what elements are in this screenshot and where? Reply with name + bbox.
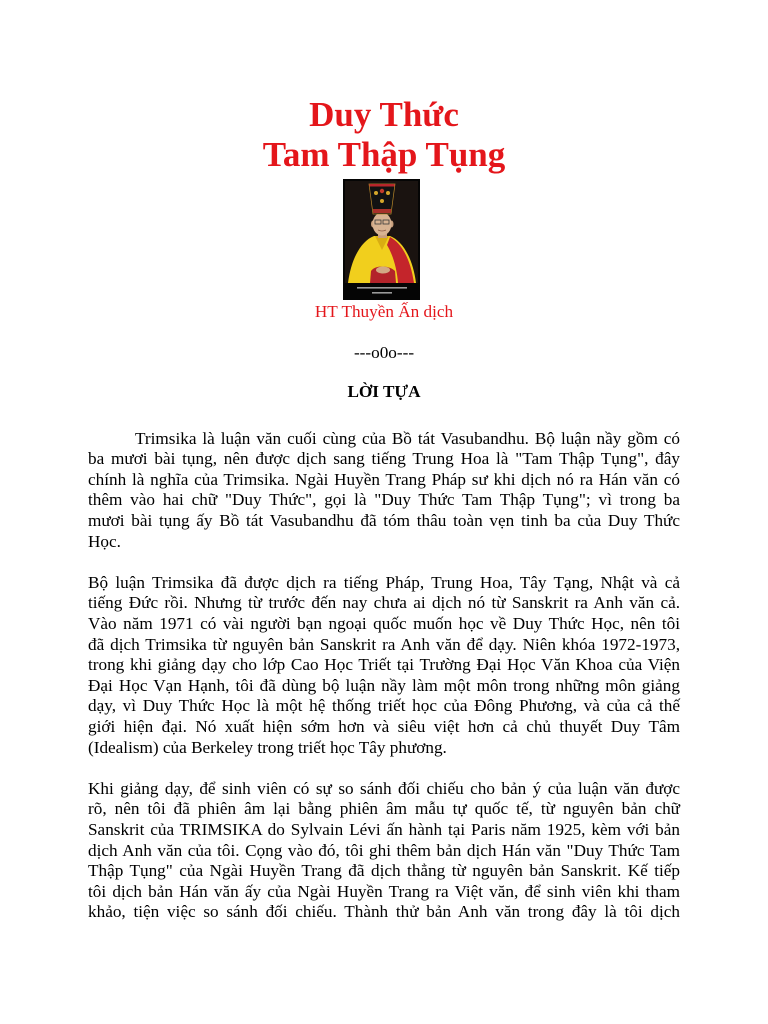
paragraph-line: đã dịch Trimsika từ nguyên bản Sanskrit ra Anh văn để dạy. Niên khóa 1972-1973, [88,634,680,654]
paragraph-line: Trimsika là luận văn cuối cùng của Bồ tát Vasubandhu. Bộ luận nầy gồm có [135,428,680,448]
title-line-2: Tam Thập Tụng [262,135,506,174]
paragraph-2 [88,573,680,758]
paragraph-line: Khi giảng dạy, để sinh viên có sự so sánh đối chiếu cho bản ý của luận văn được [88,778,680,798]
hat-rim [370,184,395,187]
document-title [0,95,768,175]
hat-ornament [374,191,378,195]
paragraph-line: Vào năm 1971 có vài người bạn ngoại quốc muốn học về Duy Thức Học, nên tôi [88,614,680,634]
paragraph-line: trong khi giảng dạy cho lớp Cao Học Triết tại Trường Đại Học Văn Khoa của Viện [88,655,680,675]
paragraph-line: Sanskrit của TRIMSIKA do Sylvain Lévi ấn hành tại Paris năm 1925, kèm với bản [88,819,680,839]
paragraph-line: chính là nghĩa của Trimsika. Ngài Huyền Trang Pháp sư khi dịch nó ra Hán văn có [88,469,680,489]
paragraph-line: Bộ luận Trimsika đã được dịch ra tiếng Pháp, Trung Hoa, Tây Tạng, Nhật và cả [88,572,680,592]
translator-credit: HT Thuyền Ấn dịch [314,301,454,321]
section-separator: ---o0o--- [353,343,415,362]
photo-caption-line [357,287,407,289]
paragraph-line: tiếng Đức rồi. Nhưng từ trước đến nay chưa ai dịch nó từ Sanskrit ra Anh văn cả. [88,593,680,613]
paragraph-line: (Idealism) của Berkeley trong triết học Tây phương. [88,737,447,757]
title-line-1: Duy Thức [309,95,459,134]
paragraph-line: ba mươi bài tụng, nên được dịch sang tiếng Trung Hoa là "Tam Thập Tụng", đây [88,449,680,469]
hat-ornament [380,189,384,193]
photo-caption-line [372,292,392,294]
hat-ornament [386,191,390,195]
paragraph-3 [88,779,680,923]
section-heading: LỜI TỰA [347,381,421,401]
paragraph-line: rõ, nên tôi đã phiên âm lại bằng phiên âm mẫu tự quốc tế, từ nguyên bản chữ [88,799,680,819]
body-text [88,429,680,944]
paragraph-line: giới hiện đại. Nó xuất hiện sớm hơn và siêu việt hơn cả chủ thuyết Duy Tâm [88,717,680,736]
paragraph-line: tôi dịch bản Hán văn ấy của Ngài Huyền Trang ra Việt văn, để sinh viên khi tham [88,881,680,901]
paragraph-1 [88,429,680,553]
translator-portrait-photo [343,179,420,300]
paragraph-line: dịch Anh văn của tôi. Cọng vào đó, tôi ghi thêm bản dịch Hán văn "Duy Thức Tam [88,840,680,860]
hat-ornament [380,199,384,203]
hat-band [373,209,391,213]
paragraph-line: khảo, tiện việc so sánh đối chiếu. Thành thử bản Anh văn trong đây là tôi dịch [88,902,680,922]
paragraph-line: dạy, vì Duy Thức Học là một hệ thống triết học của Đông Phương, và của cả thế [88,696,680,716]
folded-hands [376,267,390,274]
paragraph-line: Học. [88,531,121,551]
paragraph-line: mươi bài tụng ấy Bồ tát Vasubandhu đã tóm thâu toàn vẹn tinh ba của Duy Thức [88,511,680,531]
paragraph-line: thêm vào hai chữ "Duy Thức", gọi là "Duy Thức Tam Thập Tụng"; vì trong ba [88,490,680,510]
paragraph-line: Thập Tụng" của Ngài Huyền Trang đã dịch thẳng từ nguyên bản Sanskrit. Kế tiếp [88,861,680,881]
portrait-image [343,179,420,300]
paragraph-line: Đại Học Vạn Hạnh, tôi đã dùng bộ luận nầy làm một môn trong những môn giảng [88,675,680,695]
